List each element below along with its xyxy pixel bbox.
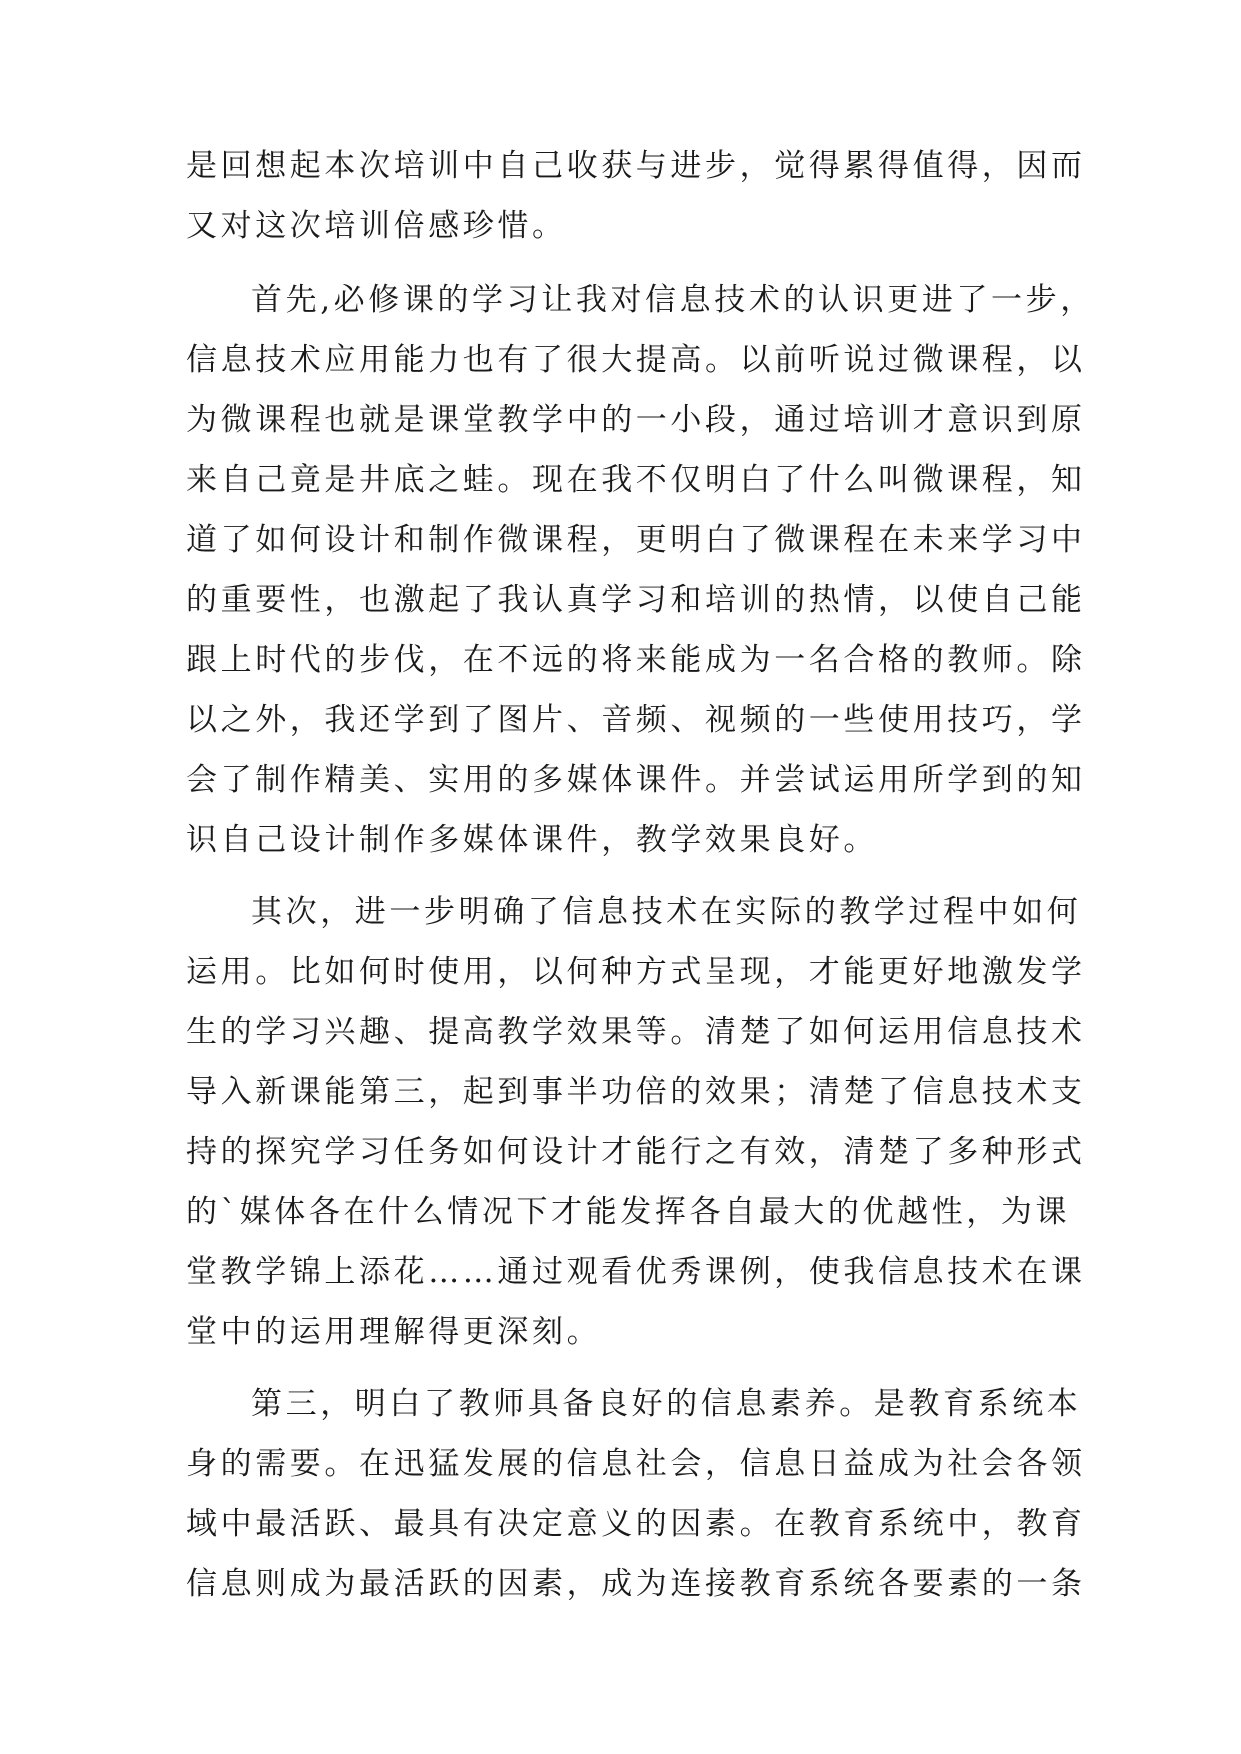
text-line: 识自己设计制作多媒体课件，教学效果良好。 xyxy=(186,822,878,858)
text-line: 会了制作精美、实用的多媒体课件。并尝试运用所学到的知 xyxy=(186,762,1086,798)
text-line: 域中最活跃、最具有决定意义的因素。在教育系统中，教育 xyxy=(186,1506,1086,1542)
text-line: 又对这次培训倍感珍惜。 xyxy=(186,208,567,244)
text-line: 是回想起本次培训中自己收获与进步，觉得累得值得，因而 xyxy=(186,148,1086,184)
text-line: 身的需要。在迅猛发展的信息社会，信息日益成为社会各领 xyxy=(186,1446,1086,1482)
text-line: 堂中的运用理解得更深刻。 xyxy=(186,1314,602,1350)
text-line: 的重要性，也激起了我认真学习和培训的热情，以使自己能 xyxy=(186,582,1086,618)
text-line: 跟上时代的步伐，在不远的将来能成为一名合格的教师。除 xyxy=(186,642,1086,678)
text-line: 以之外，我还学到了图片、音频、视频的一些使用技巧，学 xyxy=(186,702,1086,738)
text-line: 生的学习兴趣、提高教学效果等。清楚了如何运用信息技术 xyxy=(186,1014,1086,1050)
text-line: 的`媒体各在什么情况下才能发挥各自最大的优越性，为课 xyxy=(186,1194,1071,1230)
text-line: 道了如何设计和制作微课程，更明白了微课程在未来学习中 xyxy=(186,522,1086,558)
text-line: 导入新课能第三，起到事半功倍的效果；清楚了信息技术支 xyxy=(186,1074,1086,1110)
text-line: 持的探究学习任务如何设计才能行之有效，清楚了多种形式 xyxy=(186,1134,1086,1170)
text-line: 信息技术应用能力也有了很大提高。以前听说过微课程，以 xyxy=(186,342,1086,378)
text-line: 为微课程也就是课堂教学中的一小段，通过培训才意识到原 xyxy=(186,402,1086,438)
text-line: 信息则成为最活跃的因素，成为连接教育系统各要素的一条 xyxy=(186,1566,1086,1602)
text-line: 首先,必修课的学习让我对信息技术的认识更进了一步， xyxy=(251,282,1095,318)
text-line: 其次，进一步明确了信息技术在实际的教学过程中如何 xyxy=(251,894,1082,930)
text-line: 运用。比如何时使用，以何种方式呈现，才能更好地激发学 xyxy=(186,954,1086,990)
text-line: 堂教学锦上添花……通过观看优秀课例，使我信息技术在课 xyxy=(186,1254,1086,1290)
text-line: 第三，明白了教师具备良好的信息素养。是教育系统本 xyxy=(251,1386,1082,1422)
text-line: 来自己竟是井底之蛙。现在我不仅明白了什么叫微课程，知 xyxy=(186,462,1086,498)
